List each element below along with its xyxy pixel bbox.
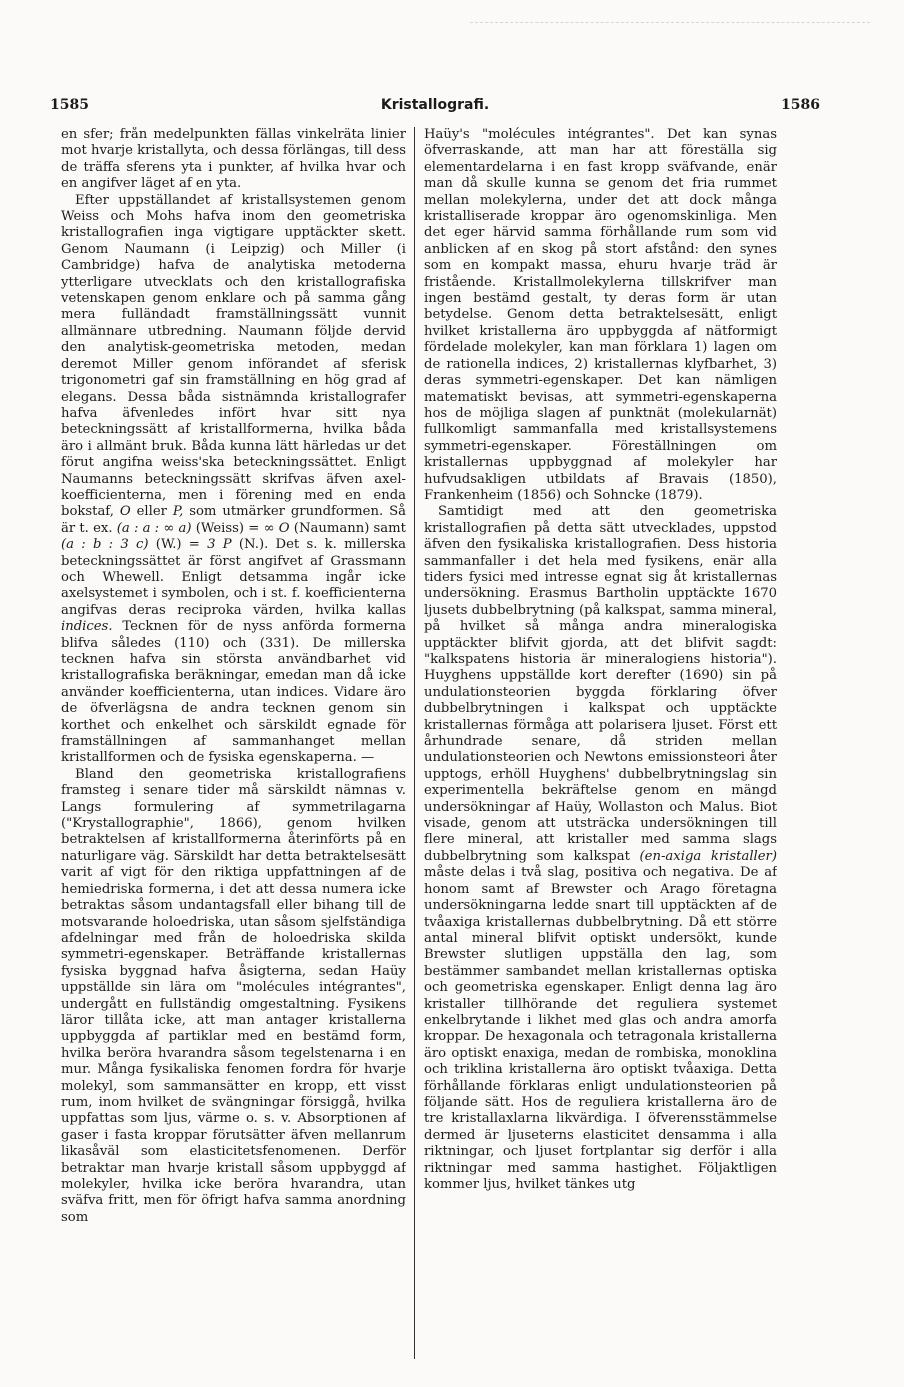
right-column: [424, 127, 777, 1359]
page-header: [50, 96, 820, 114]
symbol-p: P,: [172, 504, 184, 520]
indices-term: indices.: [61, 619, 113, 635]
page-number-right: 1586: [781, 97, 820, 113]
page-number-left: 1585: [50, 97, 89, 113]
paragraph: Haüy's "molécules intégrantes". Det kan synas öfverraskande, att man har att föreställa sig elementardelarna i en fast kropp sväfvande, enär man då skulle kunna se genom det fria rummet mellan molekylerna, under det att dock många kristalliserade kroppar äro ogenomskinliga. Men det eger härvid samma förhållande rum som vid anblicken af en skog på stort afstånd: den synes som en kompakt massa, ehuru hvarje träd är fristående. Kristallmolekylerna tillskrifver man ingen bestämd gestalt, ty deras form är utan betydelse. Genom detta betraktelsesätt, enligt hvilket kristallerna äro uppbyggda af nätformigt fördelade molekyler, kan man förklara 1) lagen om de rationella indices, 2) kristallernas klyfbarhet, 3) deras symmetri-egenskaper. Det kan nämligen matematiskt bevisas, att symmetri-egenskaperna hos de möjliga slagen af punktnät (molekularnät) fullkomligt sammanfalla med kristallsystemens symmetri-egenskaper. Föreställningen om kristallernas uppbyggnad af molekyler har hufvudsakligen utbildats af Bravais (1850), Frankenheim (1856) och Sohncke (1879).: [424, 127, 777, 503]
text-run: Tecknen för de nyss anförda formerna blifva således (110) och (331). De millerska tecknen hafva sin största användbarhet vid kristallografiska beräkningar, emedan man då icke använder koefficienterna, utan indices. Vidare äro de öfverlägsna de andra tecknen genom sin korthet och enkelhet och särskildt egnade för framställningen af sammanhanget mellan kristallformen och de fysiska egenskaperna. —: [61, 619, 406, 766]
text-run: (Naumann) samt: [293, 520, 406, 536]
text-run: måste delas i två slag, positiva och negativa. De af honom samt af Brewster och Arago företagna undersökningarna ledde snart till upptäckten af de tvåaxiga kristallernas dubbelbrytning. Då ett större antal mineral blifvit optiskt undersökt, kunde Brewster slutligen uppställa den lag, som bestämmer sambandet mellan kristallernas optiska och geometriska egenskaper. Enligt denna lag äro kristaller tillhörande det reguliera systemet enkelbrytande i likhet med glas och andra amorfa kroppar. De hexagonala och tetragonala kristallerna äro optiskt enaxiga, medan de rombiska, monoklina och triklina kristallerna äro optiskt tvåaxiga. Detta förhållande förklaras enligt undulationsteorien på följande sätt. Hos de reguliera kristallerna äro de tre kristallaxlarna likvärdiga. I öfverensstämmelse dermed är ljuseterns elasticitet densamma i alla riktningar, och ljuset fortplantar sig derför i alla riktningar med samma hastighet. Följaktligen kommer ljus, hvilket tänkes utg: [424, 865, 777, 1192]
paragraph: [424, 504, 777, 1193]
emphasis-term: (en-axiga kristaller): [639, 848, 777, 864]
text-run: (Weiss) =: [195, 520, 260, 536]
scan-top-edge: [470, 22, 870, 23]
text-run: (W.) =: [155, 537, 200, 553]
symbol-example: (a : a : ∞ a): [116, 520, 192, 536]
paragraph: en sfer; från medelpunkten fällas vinkelräta linier mot hvarje kristallyta, och dessa förlängas, till dess de träffa sferens yta i punkter, af hvilka hvar och en angifver läget af en yta.: [61, 127, 406, 192]
text-run: Samtidigt med att den geometriska kristallografien på detta sätt utvecklades, uppstod äfven den fysikaliska kristallografien. Dess historia sammanfaller i det hela med fysikens, enär alla tiders fysici med intresse egnat sig åt kristallernas undersökning. Erasmus Bartholin upptäckte 1670 ljusets dubbelbrytning (på kalkspat, samma mineral, på hvilket så många andra mineralogiska upptäckter blifvit gjorda, att det blifvit sagdt: "kalkspatens historia är mineralogiens historia"). Huyghens uppställde kort derefter (1690) sin på undulationsteorien byggda förklaring öfver dubbelbrytningen i kalkspat och upptäckte kristallernas förmåga att polarisera ljuset. Först ett århundrade senare, då striden mellan undulationsteorien och Newtons emissionsteori åter upptogs, erhöll Huyghens' dubbelbrytningslag sin experimentella bekräftelse genom en mängd undersökningar af Haüy, Wollaston och Malus. Biot visade, genom att utsträcka undersökningen till flere mineral, att kristaller med samma slags dubbelbrytning som kalkspat: [424, 504, 777, 864]
symbol-example: 3 P: [207, 537, 232, 553]
symbol-o: O: [119, 504, 131, 520]
symbol-example: ∞ O: [263, 520, 290, 536]
column-rule: [414, 127, 415, 1359]
text-run: Efter uppställandet af kristallsystemen genom Weiss och Mohs hafva inom den geometriska kristallografien inga vigtigare upptäckter skett. Genom Naumann (i Leipzig) och Miller (i Cambridge) hafva de analytiska metoderna ytterligare utvecklats och den kristallografiska vetenskapen genom enklare och på samma gång mera fulländadt framställningssätt vunnit allmännare utbredning. Naumann följde dervid den analytisk-geometriska metoden, medan deremot Miller genom införandet af sferisk trigonometri gaf sin framställning en hög grad af elegans. Dessa båda sistnämnda kristallografer hafva äfvenledes infört hvar sitt nya beteckningssätt af kristallformerna, hvilka båda äro i allmänt bruk. Båda kunna lätt härledas ur det förut angifna weiss'ska beteckningssättet. Enligt Naumanns beteckningssätt skrifvas äfven axel-koefficienterna, men i förening med en enda bokstaf,: [61, 192, 406, 520]
paragraph: Bland den geometriska kristallografiens framsteg i senare tider må särskildt nämnas v. Langs formulering af symmetrilagarna ("Krystallographie", 1866), genom hvilken betraktelsen af kristallformerna återinförts på en naturligare väg. Särskildt har detta betraktelsesätt varit af vigt för den riktiga uppfattningen af de hemiedriska formerna, i det att dessa numera icke betraktas såsom undantagsfall eller bihang till de motsvarande holoedriska, utan såsom sjelfständiga afdelningar med från de holoedriska skilda symmetri-egenskaper. Beträffande kristallernas fysiska byggnad hafva åsigterna, sedan Haüy uppställde sin lära om "molécules intégrantes", undergått en fullständig omgestaltning. Fysikens läror tillåta icke, att man antager kristallerna uppbyggda af partiklar med en bestämd form, hvilka beröra hvarandra såsom tegelstenarna i en mur. Många fysikaliska fenomen fordra för hvarje molekyl, som sammansätter en kropp, ett visst rum, inom hvilket de svängningar försiggå, hvilka uppfattas som ljus, värme o. s. v. Absorptionen af gaser i fasta kroppar förutsätter äfven mellanrum likasåväl som elasticitetsfenomenen. Derför betraktar man hvarje kristall såsom uppbyggd af molekyler, hvilka icke beröra hvarandra, utan sväfva fritt, men för öfrigt hafva samma anordning som: [61, 766, 406, 1225]
running-title: Kristallografi.: [380, 97, 490, 113]
paragraph: [61, 193, 406, 767]
text-run: som utmärker grundformen. Så är t. ex.: [61, 504, 406, 536]
text-run: eller: [136, 504, 167, 520]
left-column: [61, 127, 406, 1359]
text-run: (N.). Det s. k. millerska beteckningssättet är först angifvet af Grassmann och Whewell. Enligt detsamma ingår icke axelsystemet i symbolen, och i st. f. koefficienterna angifvas deras reciproka värden, hvilka kallas: [61, 537, 406, 618]
symbol-example: (a : b : 3 c): [61, 537, 149, 553]
